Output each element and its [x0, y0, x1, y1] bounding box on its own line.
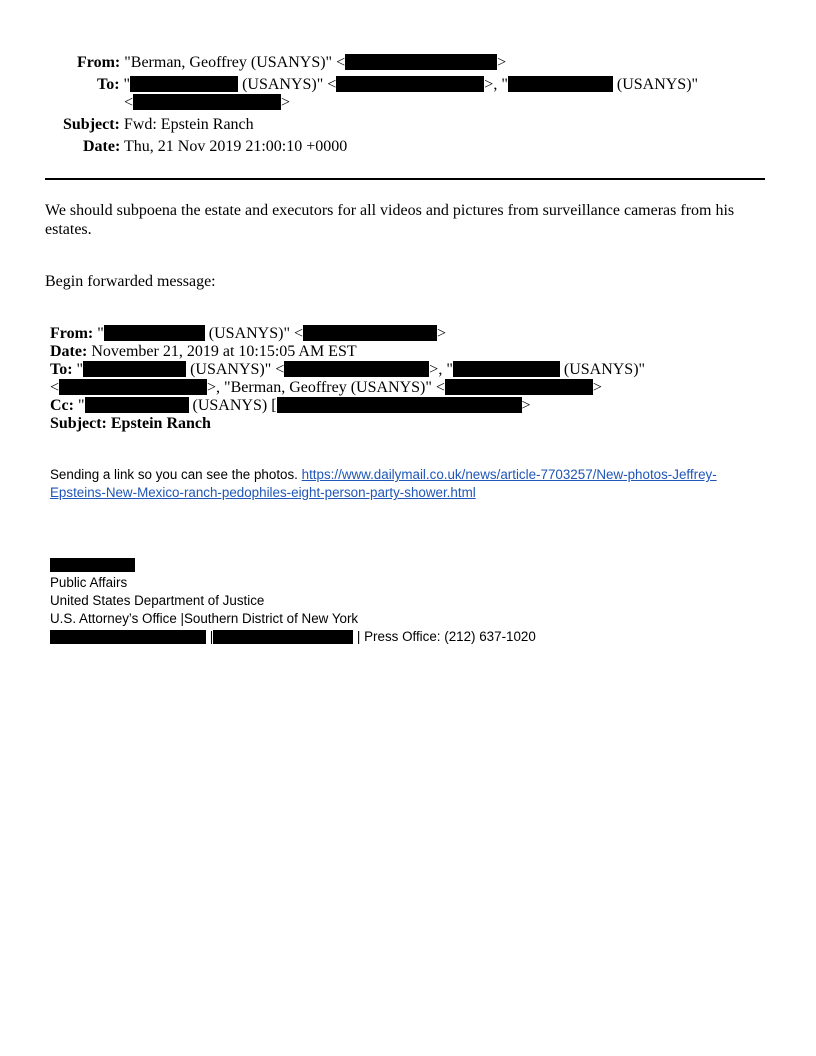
signature-line4-sep: |: [206, 629, 214, 644]
to-open: ": [123, 76, 131, 93]
signature-line2: United States Department of Justice: [50, 593, 265, 608]
redaction-box: [277, 397, 522, 413]
fwd-cc-row: [50, 397, 645, 415]
fwd-to-mid3: (USANYS)": [559, 361, 646, 378]
redaction-box: [284, 361, 429, 377]
from-close: >: [497, 54, 507, 71]
fwd-to-mid1: (USANYS)" <: [186, 361, 285, 378]
redaction-box: [59, 379, 207, 395]
fwd-to-label: To:: [50, 361, 73, 378]
fwd-from-mid: (USANYS)" <: [204, 325, 304, 342]
date-label: Date:: [83, 138, 121, 155]
redaction-box: [133, 94, 281, 110]
signature-line4-tail: | Press Office: (212) 637-1020: [353, 629, 536, 644]
fwd-subject: Subject: Epstein Ranch: [50, 415, 211, 432]
subject-label: Subject:: [63, 116, 120, 133]
fwd-to-mid2: >, ": [429, 361, 453, 378]
link-paragraph: [50, 466, 740, 502]
article-link[interactable]: https://www.dailymail.co.uk/news/article-7703257/New-photos-Jeffrey-Epsteins-New-Mexico-ranch-pedophiles-eight-person-party-shower.html: [50, 467, 717, 500]
redaction-box: [303, 325, 437, 341]
header-subject-row: [63, 115, 254, 135]
signature-block: [50, 558, 536, 646]
fwd-to-line2-open: <: [50, 379, 60, 396]
fwd-cc-close: >: [521, 397, 531, 414]
fwd-to-open: ": [72, 361, 84, 378]
to-line2-open: <: [124, 94, 134, 111]
to-org2: (USANYS)": [612, 76, 699, 93]
signature-line3: U.S. Attorney’s Office |Southern District of New York: [50, 611, 359, 626]
forwarded-header: [50, 325, 645, 433]
to-sep: >, ": [484, 76, 508, 93]
link-intro: Sending a link so you can see the photos.: [50, 467, 302, 482]
fwd-from-close: >: [437, 325, 447, 342]
to-org1: (USANYS)" <: [238, 76, 337, 93]
signature-line1: Public Affairs: [50, 575, 128, 590]
redaction-box: [508, 76, 613, 92]
redaction-box: [130, 76, 238, 92]
forward-intro: Begin forwarded message:: [45, 273, 216, 290]
fwd-to-row-2: [50, 379, 645, 397]
header-to-row-2: [124, 93, 290, 113]
fwd-from-row: [50, 325, 645, 343]
redaction-box: [213, 630, 353, 644]
redaction-box: [336, 76, 484, 92]
from-label: From:: [77, 54, 121, 71]
header-date-row: [83, 137, 347, 157]
fwd-to-line2-mid: >, "Berman, Geoffrey (USANYS)" <: [207, 379, 445, 396]
redaction-box: [445, 379, 593, 395]
redaction-box: [83, 361, 186, 377]
fwd-to-row: [50, 361, 645, 379]
to-line2-close: >: [281, 94, 291, 111]
signature-name-row: [50, 558, 536, 572]
fwd-date-label: Date:: [50, 343, 88, 360]
fwd-cc-mid: (USANYS) [: [188, 397, 277, 414]
fwd-subject-row: [50, 415, 645, 433]
fwd-date-value: November 21, 2019 at 10:15:05 AM EST: [87, 343, 357, 360]
header-divider: [45, 178, 765, 180]
redaction-box: [85, 397, 189, 413]
to-label: To:: [97, 76, 120, 93]
header-from-row: [77, 53, 506, 73]
header-to-row: [97, 75, 698, 95]
redaction-box: [50, 558, 135, 572]
redaction-box: [50, 630, 206, 644]
fwd-from-label: From:: [50, 325, 94, 342]
fwd-cc-open: ": [73, 397, 85, 414]
from-value: "Berman, Geoffrey (USANYS)" <: [124, 54, 346, 71]
redaction-box: [453, 361, 560, 377]
subject-value: Fwd: Epstein Ranch: [123, 116, 254, 133]
fwd-cc-label: Cc:: [50, 397, 74, 414]
redaction-box: [104, 325, 205, 341]
signature-line4: [50, 628, 536, 646]
fwd-to-line2-close: >: [592, 379, 602, 396]
fwd-from-open: ": [93, 325, 104, 342]
redaction-box: [345, 54, 497, 70]
date-value: Thu, 21 Nov 2019 21:00:10 +0000: [124, 138, 348, 155]
fwd-date-row: [50, 343, 645, 361]
message-body: We should subpoena the estate and executors for all videos and pictures from surveillance cameras from his estates.: [45, 202, 735, 238]
